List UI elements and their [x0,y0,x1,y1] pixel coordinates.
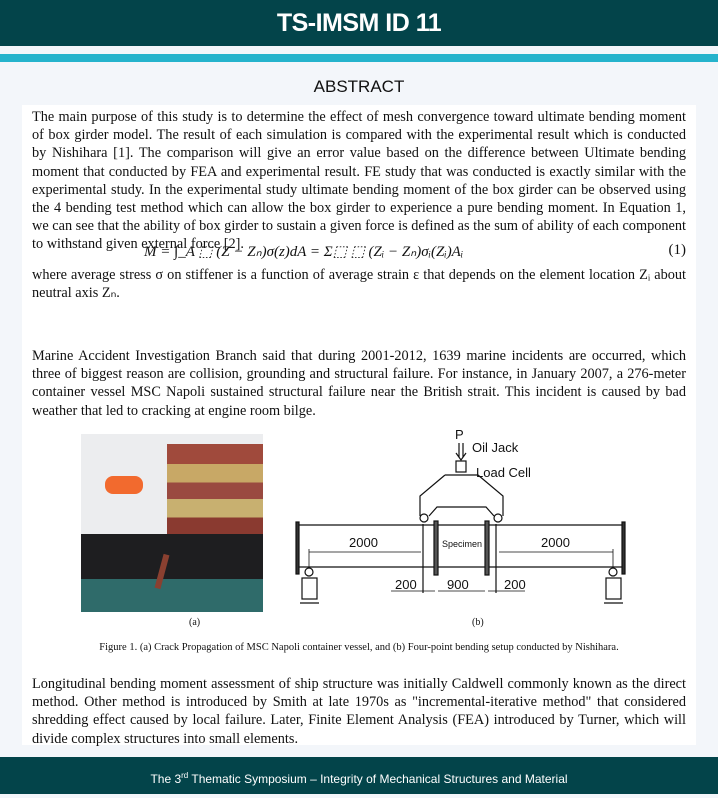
header-title: TS-IMSM ID 11 [0,0,718,46]
label-p: P [455,427,464,442]
footer-sup: rd [181,771,189,780]
paragraph-1: The main purpose of this study is to determine the effect of mesh convergence toward ultimate bending moment of box girder model. The result of each simulation is compared with the experimental result which is conducted by Nishihara [1]. The comparison will give an error value based on the difference between Ultimate bending moment that conducted by FEA and experimental result. FE study that was conducted is exactly similar with the experimental study. In the experimental study ultimate bending moment of the box girder can be observed using the 4 bending test method which can allow the box girder to experience a pure bending moment. In Equation 1, we can see that the ability of box girder to sustain a given force is defined as the sum of ability of each component to withstand given external force [2]. [32,109,686,253]
dim-left: 2000 [349,535,378,550]
label-b: (b) [472,617,484,628]
accent-strip [0,54,718,62]
four-point-bending-diagram [285,423,705,613]
label-oil-jack: Oil Jack [472,440,519,455]
right-support [604,568,623,603]
load-cell [456,461,466,472]
figure-caption: Figure 1. (a) Crack Propagation of MSC Napoli container vessel, and (b) Four-point bending setup conducted by Nishihara. [99,642,619,653]
abstract-content [22,105,696,745]
paragraph-3: Marine Accident Investigation Branch said that during 2001-2012, 1639 marine incidents are occurred, which three of biggest reason are collision, grounding and structural failure. For instance, in January 2007, a 276-meter container vessel MSC Napoli sustained structural failure near the British strait. This incident is caused by bad weather that led to cracking at engine room bilge. [32,348,686,419]
equation-text: M = ∫_A ⬚ (Z − Zₙ)σ(z)dA = Σ⬚ ⬚ (Zᵢ − Zₙ)σᵢ(Zᵢ)Aᵢ [144,244,464,260]
footer-pre: The 3 [150,772,182,786]
dim-200-left: 200 [395,577,417,592]
dim-right: 2000 [541,535,570,550]
label-load-cell: Load Cell [476,465,531,480]
dim-200-right: 200 [504,577,526,592]
loading-beam [420,475,503,516]
footer-post: Thematic Symposium – Integrity of Mechanical Structures and Material [188,772,568,786]
label-a: (a) [189,617,201,628]
paragraph-2: where average stress σ on stiffener is a function of average strain ε that depends on the element location Zᵢ about neutral axis Zₙ. [32,267,686,302]
ship-photo [81,434,263,612]
footer [0,757,718,794]
load-arrow-icon [456,443,466,460]
equation-number: (1) [668,242,686,258]
section-title: ABSTRACT [313,77,405,96]
paragraph-4: Longitudinal bending moment assessment of ship structure was initially Caldwell commonly known as the direct method. Other method is introduced by Smith at late 1970s as "incremental-iterative method" that considered shredding effect caused by local failure. Later, Finite Element Analysis (FEA) introduced by Turner, which will divide complex structures into small elements. [32,676,686,747]
equation-1 [32,242,686,262]
dim-900: 900 [447,577,469,592]
label-specimen: Specimen [442,539,483,549]
left-support [300,568,319,603]
